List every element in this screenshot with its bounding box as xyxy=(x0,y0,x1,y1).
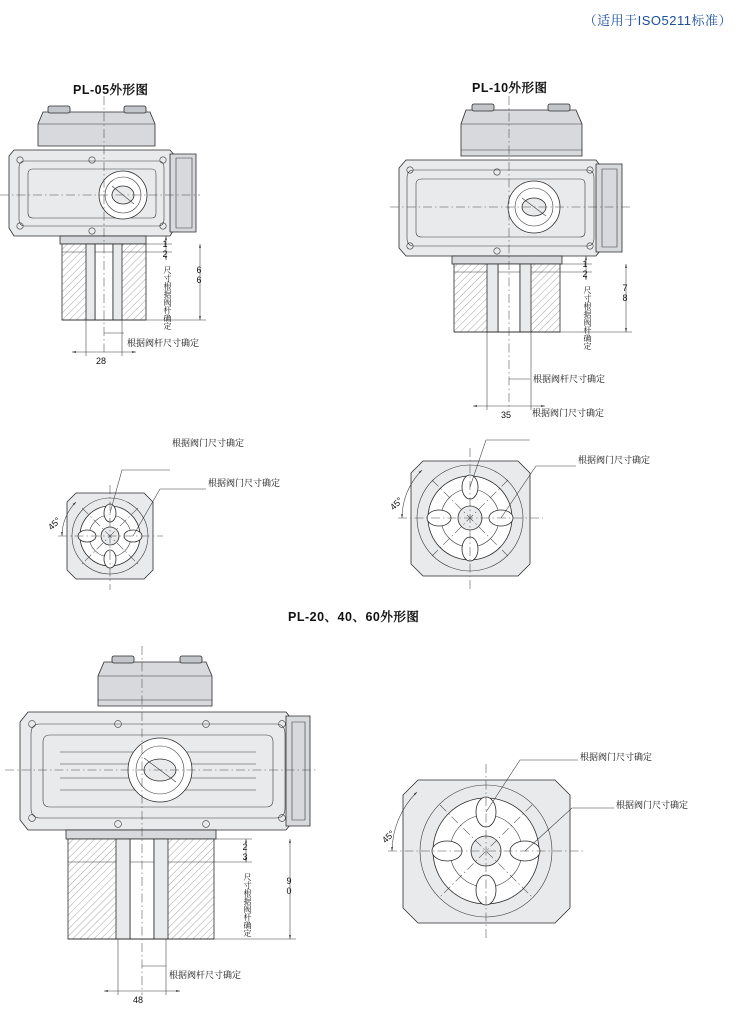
pl10-dim-width-bottom: 35 xyxy=(501,410,512,420)
pl10-angle-label: 45° xyxy=(388,495,405,513)
pl10-bottom-view xyxy=(398,440,576,590)
figure-caption-pl10: PL-10外形图 xyxy=(472,81,548,95)
pl20-dim-height-top: 23 xyxy=(240,842,250,862)
pl20-front-view xyxy=(5,646,318,995)
pl05-bottom-view xyxy=(58,470,206,590)
pl10-note-vertical: 尺寸根据阀杆确定 xyxy=(583,286,592,350)
pl05-dim-height-top: 12 xyxy=(160,239,170,259)
pl20-bottom-view xyxy=(388,760,614,940)
figure-caption-pl20: PL-20、40、60外形图 xyxy=(288,610,420,624)
pl05-note-vertical: 尺寸根据阀杆确定 xyxy=(163,266,172,330)
pl05-angle-label: 45° xyxy=(46,515,63,533)
pl10-dim-height-top: 12 xyxy=(580,259,590,279)
pl20-note-stem: 根据阀杆尺寸确定 xyxy=(169,970,242,980)
pl10-bottom-label-1: 根据阀门尺寸确定 xyxy=(532,408,605,418)
pl05-dim-width-bottom: 28 xyxy=(96,356,107,366)
figure-caption-pl05: PL-05外形图 xyxy=(73,83,149,97)
pl20-angle-label: 45° xyxy=(380,828,397,846)
pl10-note-stem: 根据阀杆尺寸确定 xyxy=(533,374,606,384)
pl20-bottom-label-1: 根据阀门尺寸确定 xyxy=(580,752,653,762)
pl05-dim-height-total: 66 xyxy=(194,265,204,285)
pl20-bottom-label-2: 根据阀门尺寸确定 xyxy=(616,800,689,810)
pl10-dim-height-total: 78 xyxy=(620,283,630,303)
standard-note: （适用于ISO5211标准） xyxy=(583,13,732,28)
pl20-dim-width-bottom: 48 xyxy=(133,995,144,1005)
pl10-front-view xyxy=(390,96,632,410)
pl20-note-vertical: 尺寸根据阀杆确定 xyxy=(243,873,252,937)
pl05-bottom-label-1: 根据阀门尺寸确定 xyxy=(172,438,245,448)
pl20-dim-height-total: 90 xyxy=(284,876,294,896)
pl05-front-view xyxy=(0,96,206,356)
pl05-note-stem: 根据阀杆尺寸确定 xyxy=(127,338,200,348)
pl10-bottom-label-2: 根据阀门尺寸确定 xyxy=(578,455,651,465)
pl05-bottom-label-2: 根据阀门尺寸确定 xyxy=(208,478,281,488)
